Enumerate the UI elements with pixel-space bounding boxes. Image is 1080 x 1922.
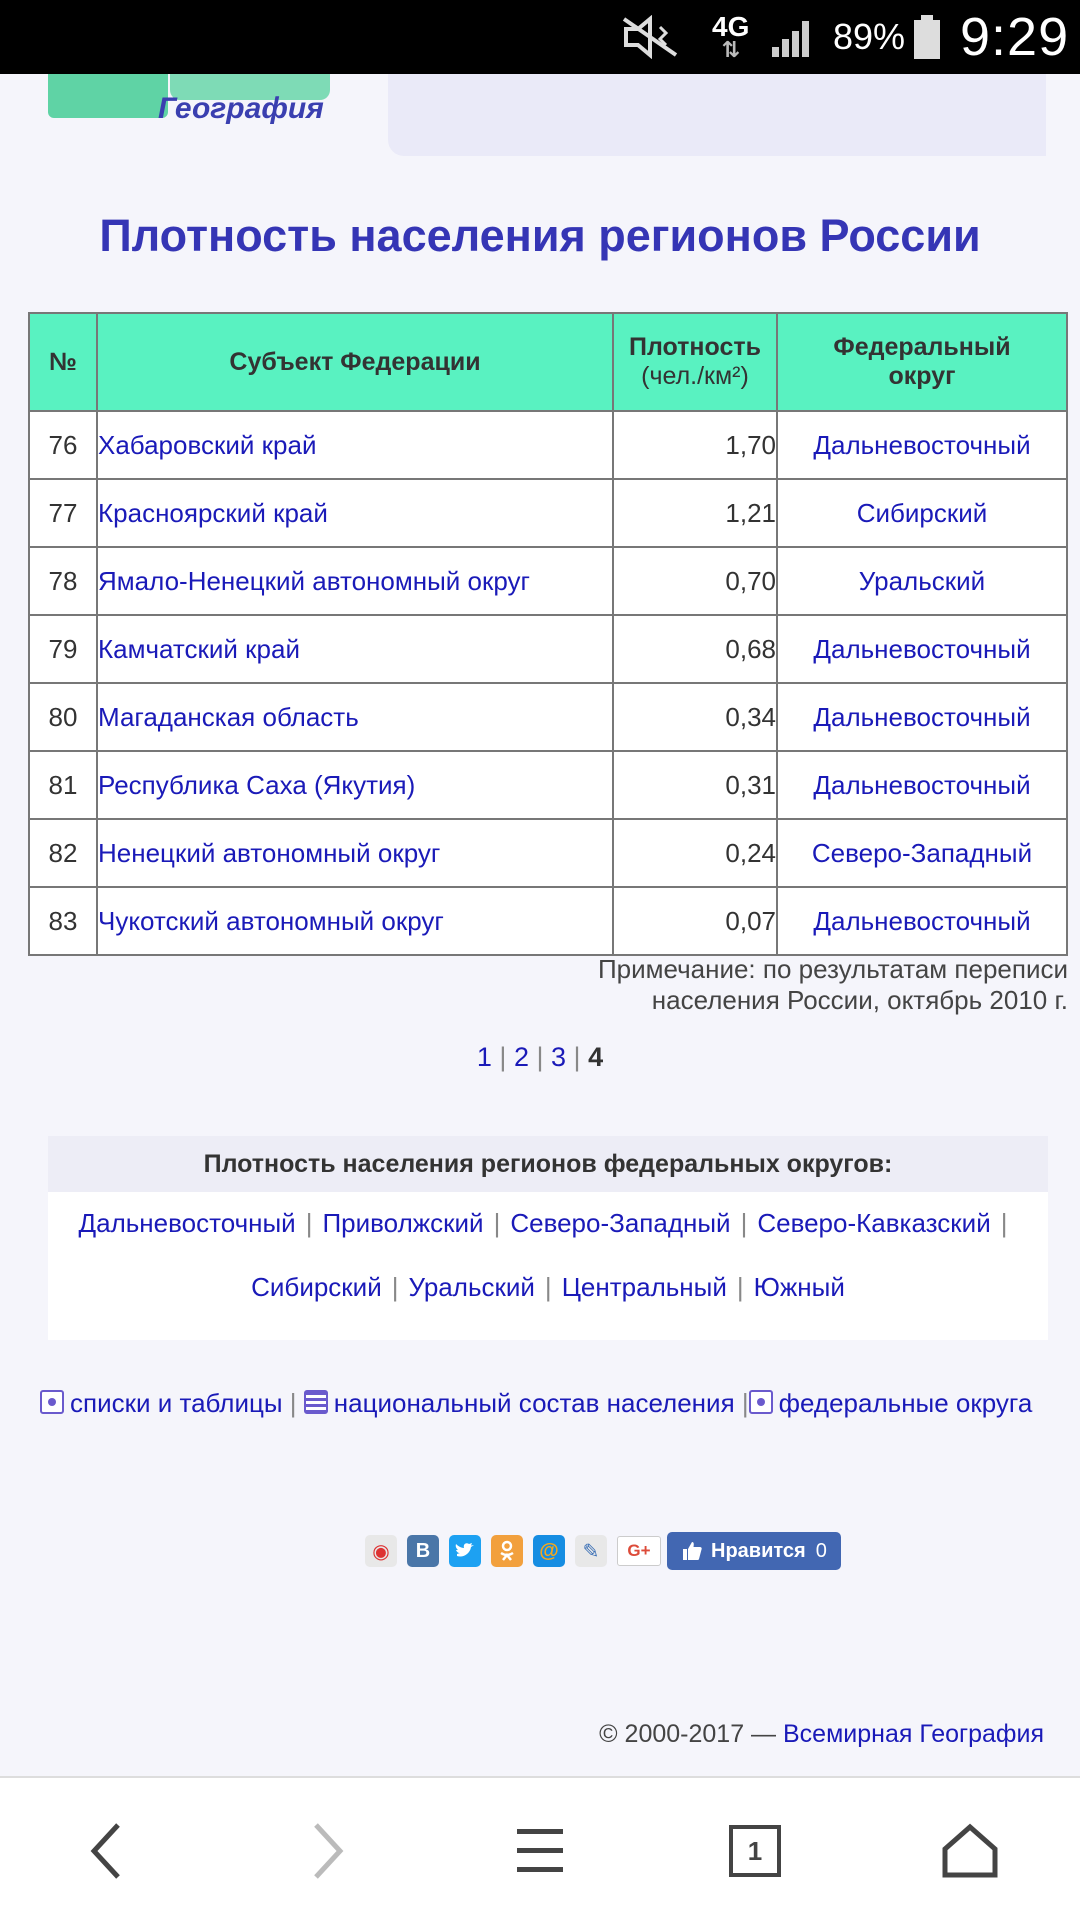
signal-icon [770,0,818,74]
page-link-2[interactable]: 2 [513,1042,529,1072]
row-num: 82 [29,819,97,887]
row-density: 1,21 [613,479,777,547]
row-density: 1,70 [613,411,777,479]
okrug-links-line-2: Сибирский | Уральский | Центральный | Южный [251,1272,845,1302]
national-icon [304,1390,328,1414]
status-bar [0,0,1080,74]
table-row [29,751,1067,819]
page-title: Плотность населения регионов России [99,210,981,261]
livejournal-icon[interactable]: ✎ [575,1535,607,1567]
note-line-1: Примечание: по результатам переписи [597,954,1068,984]
page-link-3[interactable]: 3 [551,1042,567,1072]
twitter-icon[interactable] [449,1535,481,1567]
okrug-link-ural[interactable]: Уральский [408,1272,535,1302]
row-num: 81 [29,751,97,819]
row-subject-link[interactable]: Камчатский край [97,615,613,683]
row-okrug-link[interactable]: Дальневосточный [777,683,1067,751]
thumbs-up-icon [681,1540,703,1562]
census-note [598,954,1068,1016]
col-header-num: № [29,313,97,411]
header-panel [388,74,1046,156]
logo-graphic[interactable] [48,74,168,118]
row-subject-link[interactable]: Чукотский автономный округ [97,887,613,955]
clock: 9:29 [960,7,1070,67]
col-header-density [613,313,777,411]
table-row [29,683,1067,751]
forward-icon[interactable] [288,1816,368,1886]
related-links: списки и таблицы | национальный состав населения | федеральные округа [40,1388,1032,1419]
row-okrug-link[interactable]: Дальневосточный [777,887,1067,955]
row-num: 80 [29,683,97,751]
okrug-link-far-east[interactable]: Дальневосточный [78,1208,296,1238]
okrug-link-siberia[interactable]: Сибирский [251,1272,382,1302]
row-density: 0,68 [613,615,777,683]
table-row [29,887,1067,955]
odnoklassniki-icon[interactable] [491,1535,523,1567]
okrug-label-2: округ [888,362,956,390]
row-num: 77 [29,479,97,547]
row-density: 0,24 [613,819,777,887]
mailru-icon[interactable]: @ [533,1535,565,1567]
tabs-button[interactable] [715,1816,795,1886]
lists-icon [40,1390,64,1414]
table-header-row [29,313,1067,411]
okruga-link[interactable]: федеральные округа [778,1388,1033,1418]
table-row [29,479,1067,547]
table-row [29,411,1067,479]
row-num: 78 [29,547,97,615]
network-indicator: 4G ⇅ [712,11,750,62]
pagination: 1 | 2 | 3 | 4 [476,1042,604,1072]
okrug-link-volga[interactable]: Приволжский [322,1208,484,1238]
density-label: Плотность [629,333,761,361]
density-unit: (чел./км²) [641,362,749,390]
okrug-label-1: Федеральный [833,333,1011,361]
row-subject-link[interactable]: Ямало-Ненецкий автономный округ [97,547,613,615]
like-label: Нравится [711,1539,806,1562]
page-current: 4 [588,1042,604,1072]
okrug-link-central[interactable]: Центральный [561,1272,727,1302]
table-row [29,819,1067,887]
row-density: 0,07 [613,887,777,955]
row-okrug-link[interactable]: Северо-Западный [777,819,1067,887]
row-density: 0,70 [613,547,777,615]
facebook-like-button[interactable] [667,1532,841,1570]
menu-icon[interactable] [500,1816,580,1886]
copyright [599,1720,1044,1749]
row-num: 79 [29,615,97,683]
browser-nav-bar [0,1776,1080,1922]
okrug-links-box [48,1136,1048,1340]
row-num: 76 [29,411,97,479]
data-arrows-icon: ⇅ [721,37,740,62]
row-density: 0,31 [613,751,777,819]
copyright-text: © 2000-2017 — [599,1720,777,1748]
vk-icon[interactable]: В [407,1535,439,1567]
row-okrug-link[interactable]: Дальневосточный [777,615,1067,683]
lists-link[interactable]: списки и таблицы [70,1388,283,1418]
okrug-link-northwest[interactable]: Северо-Западный [510,1208,731,1238]
row-okrug-link[interactable]: Сибирский [777,479,1067,547]
national-link[interactable]: национальный состав населения [333,1388,735,1418]
back-icon[interactable] [66,1816,146,1886]
table-row [29,615,1067,683]
okrug-link-north-caucasus[interactable]: Северо-Кавказский [757,1208,991,1238]
battery-icon [912,0,942,74]
row-subject-link[interactable]: Ненецкий автономный округ [97,819,613,887]
note-line-2: населения России, октябрь 2010 г. [651,985,1068,1015]
share-generic-icon[interactable]: ◉ [365,1535,397,1567]
logo-text[interactable]: География [158,92,324,125]
tab-count: 1 [729,1825,781,1877]
col-header-okrug [777,313,1067,411]
page-link-1[interactable]: 1 [476,1042,492,1072]
row-subject-link[interactable]: Красноярский край [97,479,613,547]
row-num: 83 [29,887,97,955]
table-row [29,547,1067,615]
okrug-link-south[interactable]: Южный [753,1272,845,1302]
density-table [28,312,1068,956]
battery-percent: 89% [833,16,906,57]
row-okrug-link[interactable]: Дальневосточный [777,411,1067,479]
site-header [0,74,1080,164]
row-okrug-link[interactable]: Уральский [777,547,1067,615]
col-header-subject[interactable]: Субъект Федерации [97,313,613,411]
site-home-link[interactable]: Всемирная География [783,1720,1044,1748]
okrug-links-line-1: Дальневосточный | Приволжский | Северо-Западный | Северо-Кавказский | [78,1208,1008,1238]
google-plus-icon[interactable]: G+ [617,1536,661,1566]
okruga-icon [749,1390,773,1414]
row-subject-link[interactable]: Магаданская область [97,683,613,751]
like-count: 0 [815,1539,827,1562]
okrug-box-heading: Плотность населения регионов федеральных округов: [48,1136,1048,1192]
row-density: 0,34 [613,683,777,751]
social-share-bar [365,1532,841,1570]
row-okrug-link[interactable]: Дальневосточный [777,751,1067,819]
row-subject-link[interactable]: Хабаровский край [97,411,613,479]
home-icon[interactable] [930,1816,1010,1886]
mute-icon [620,0,684,74]
row-subject-link[interactable]: Республика Саха (Якутия) [97,751,613,819]
